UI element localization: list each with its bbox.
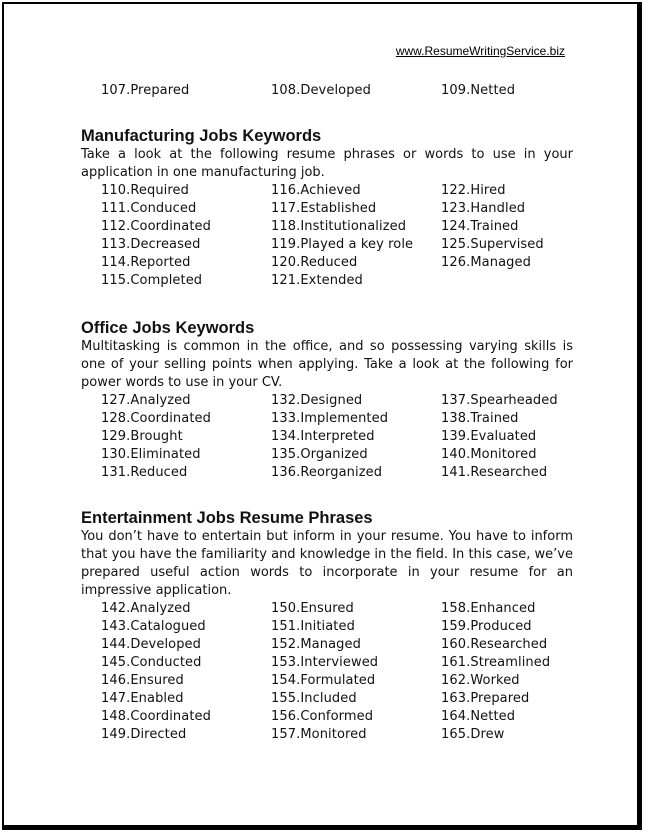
keyword-item: 127.Analyzed — [101, 393, 191, 408]
keyword-item: 143.Catalogued — [101, 619, 206, 634]
keyword-item: 154.Formulated — [271, 673, 376, 688]
entertainment-section — [81, 508, 573, 744]
keyword-item: 109.Netted — [441, 83, 516, 98]
section-title: Entertainment Jobs Resume Phrases — [81, 509, 373, 527]
keyword-item: 138.Trained — [441, 411, 519, 426]
keyword-item: 161.Streamlined — [441, 655, 551, 670]
keyword-item: 119.Played a key role — [271, 237, 414, 252]
keyword-grid — [101, 82, 573, 100]
keyword-item: 115.Completed — [101, 273, 203, 288]
keyword-item: 116.Achieved — [271, 183, 361, 198]
keyword-item: 120.Reduced — [271, 255, 358, 270]
keyword-item: 141.Researched — [441, 465, 548, 480]
keyword-item: 164.Netted — [441, 709, 516, 724]
keyword-item: 136.Reorganized — [271, 465, 383, 480]
keyword-item: 125.Supervised — [441, 237, 544, 252]
keyword-grid — [101, 182, 573, 290]
top-row-list — [81, 82, 573, 100]
site-link[interactable]: www.ResumeWritingService.biz — [395, 44, 565, 58]
section-description: Take a look at the following resume phrases or words to use in your application in one manufacturing job. — [81, 147, 573, 180]
keyword-item: 157.Monitored — [271, 727, 367, 742]
keyword-item: 111.Conduced — [101, 201, 197, 216]
keyword-item: 124.Trained — [441, 219, 519, 234]
keyword-item: 112.Coordinated — [101, 219, 211, 234]
keyword-item: 135.Organized — [271, 447, 368, 462]
keyword-item: 151.Initiated — [271, 619, 355, 634]
keyword-item: 113.Decreased — [101, 237, 201, 252]
keyword-item: 107.Prepared — [101, 83, 190, 98]
section-title: Manufacturing Jobs Keywords — [81, 127, 322, 145]
keyword-item: 117.Established — [271, 201, 377, 216]
keyword-item: 139.Evaluated — [441, 429, 537, 444]
keyword-item: 155.Included — [271, 691, 357, 706]
keyword-item: 149.Directed — [101, 727, 187, 742]
keyword-item: 148.Coordinated — [101, 709, 211, 724]
keyword-item: 118.Institutionalized — [271, 219, 407, 234]
keyword-item: 158.Enhanced — [441, 601, 536, 616]
keyword-grid — [101, 392, 573, 482]
section-description: Multitasking is common in the office, and so possessing varying skills is one of your selling points when applying. Take a look at the following for power words to use in your CV. — [81, 339, 573, 390]
section-title: Office Jobs Keywords — [81, 319, 255, 337]
manufacturing-section — [81, 126, 573, 290]
keyword-item: 123.Handled — [441, 201, 526, 216]
keyword-item: 165.Drew — [441, 727, 505, 742]
keyword-item: 142.Analyzed — [101, 601, 191, 616]
document-page — [2, 2, 642, 830]
keyword-item: 140.Monitored — [441, 447, 537, 462]
keyword-item: 162.Worked — [441, 673, 520, 688]
keyword-item: 114.Reported — [101, 255, 191, 270]
keyword-item: 156.Conformed — [271, 709, 374, 724]
keyword-grid — [101, 600, 573, 744]
keyword-item: 128.Coordinated — [101, 411, 211, 426]
keyword-item: 153.Interviewed — [271, 655, 379, 670]
keyword-item: 108.Developed — [271, 83, 372, 98]
keyword-item: 144.Developed — [101, 637, 202, 652]
section-description: You don’t have to entertain but inform in your resume. You have to inform that you have the familiarity and knowledge in the field. In this case, we’ve prepared useful action words to incorporate in your resume for an impressive application. — [81, 529, 573, 598]
keyword-item: 147.Enabled — [101, 691, 184, 706]
keyword-item — [441, 272, 591, 290]
keyword-item: 137.Spearheaded — [441, 393, 558, 408]
keyword-item: 160.Researched — [441, 637, 548, 652]
keyword-item: 159.Produced — [441, 619, 532, 634]
keyword-item: 129.Brought — [101, 429, 183, 444]
keyword-item: 146.Ensured — [101, 673, 184, 688]
keyword-item: 145.Conducted — [101, 655, 202, 670]
keyword-item: 132.Designed — [271, 393, 363, 408]
keyword-item: 133.Implemented — [271, 411, 389, 426]
office-section — [81, 318, 573, 482]
keyword-item: 131.Reduced — [101, 465, 188, 480]
keyword-item: 110.Required — [101, 183, 190, 198]
keyword-item: 152.Managed — [271, 637, 361, 652]
keyword-item: 130.Eliminated — [101, 447, 201, 462]
keyword-item: 150.Ensured — [271, 601, 354, 616]
keyword-item: 134.Interpreted — [271, 429, 375, 444]
keyword-item: 121.Extended — [271, 273, 363, 288]
keyword-item: 163.Prepared — [441, 691, 530, 706]
keyword-item: 122.Hired — [441, 183, 506, 198]
keyword-item: 126.Managed — [441, 255, 531, 270]
